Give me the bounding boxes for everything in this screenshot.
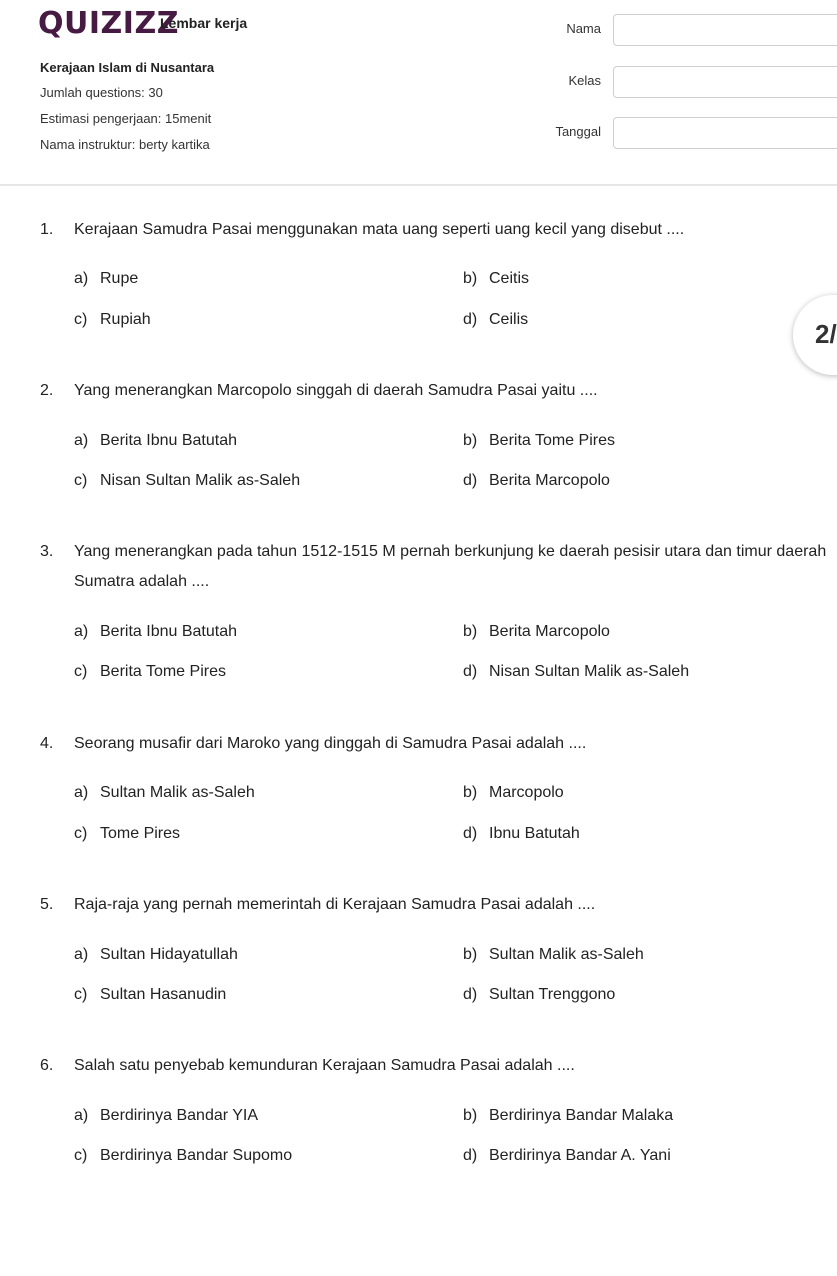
option-letter: c) xyxy=(74,825,88,842)
option-text: Berdirinya Bandar Supomo xyxy=(100,1147,293,1164)
option-b[interactable] xyxy=(463,780,564,806)
date-field-label: Tanggal xyxy=(555,124,601,139)
option-a[interactable] xyxy=(74,780,255,806)
question-text: Yang menerangkan pada tahun 1512-1515 M pernah berkunjung ke daerah pesisir utara dan timur daerah Sumatra adalah .... xyxy=(74,543,827,590)
question-text: Raja-raja yang pernah memerintah di Kerajaan Samudra Pasai adalah .... xyxy=(74,896,596,913)
option-letter: b) xyxy=(463,623,478,640)
option-letter: d) xyxy=(463,825,478,842)
question-text: Yang menerangkan Marcopolo singgah di daerah Samudra Pasai yaitu .... xyxy=(74,382,598,399)
option-b[interactable] xyxy=(463,428,615,454)
option-letter: d) xyxy=(463,472,478,489)
option-text: Berita Tome Pires xyxy=(100,663,226,680)
option-b[interactable] xyxy=(463,619,610,645)
option-letter: c) xyxy=(74,472,88,489)
option-text: Ceilis xyxy=(489,311,529,328)
option-c[interactable] xyxy=(74,982,226,1008)
option-text: Ceitis xyxy=(489,270,530,287)
option-c[interactable] xyxy=(74,1143,292,1169)
option-text: Berdirinya Bandar YIA xyxy=(100,1107,259,1124)
option-d[interactable] xyxy=(463,468,610,494)
option-d[interactable] xyxy=(463,982,615,1008)
option-text: Berita Marcopolo xyxy=(489,623,610,640)
option-text: Berdirinya Bandar Malaka xyxy=(489,1107,674,1124)
questions-count: Jumlah questions: 30 xyxy=(40,85,163,100)
option-d[interactable] xyxy=(463,821,580,847)
question-number: 2. xyxy=(40,382,54,399)
name-field[interactable] xyxy=(613,14,837,46)
option-d[interactable] xyxy=(463,659,689,685)
option-c[interactable] xyxy=(74,307,151,333)
option-text: Sultan Malik as-Saleh xyxy=(489,946,644,963)
quizizz-logo: QUIZIZZ xyxy=(38,6,179,41)
option-c[interactable] xyxy=(74,821,180,847)
option-letter: c) xyxy=(74,663,88,680)
option-text: Berita Ibnu Batutah xyxy=(100,432,237,449)
option-d[interactable] xyxy=(463,307,528,333)
instructor-name: Nama instruktur: berty kartika xyxy=(40,137,210,152)
question-text: Kerajaan Samudra Pasai menggunakan mata uang seperti uang kecil yang disebut .... xyxy=(74,221,685,238)
option-text: Ibnu Batutah xyxy=(489,825,580,842)
option-letter: d) xyxy=(463,311,478,328)
option-text: Berita Ibnu Batutah xyxy=(100,623,237,640)
option-c[interactable] xyxy=(74,468,300,494)
option-letter: a) xyxy=(74,784,89,801)
class-field-label: Kelas xyxy=(568,73,601,88)
question-text: Seorang musafir dari Maroko yang dinggah di Samudra Pasai adalah .... xyxy=(74,735,587,752)
option-text: Tome Pires xyxy=(100,825,181,842)
option-a[interactable] xyxy=(74,428,237,454)
option-text: Rupe xyxy=(100,270,139,287)
option-text: Sultan Hasanudin xyxy=(100,986,227,1003)
option-letter: a) xyxy=(74,1107,89,1124)
question-number: 5. xyxy=(40,896,54,913)
question-text: Salah satu penyebab kemunduran Kerajaan Samudra Pasai adalah .... xyxy=(74,1057,575,1074)
option-a[interactable] xyxy=(74,266,138,292)
option-c[interactable] xyxy=(74,659,226,685)
question-number: 1. xyxy=(40,221,54,238)
option-letter: d) xyxy=(463,986,478,1003)
name-field-label: Nama xyxy=(566,21,601,36)
option-text: Sultan Trenggono xyxy=(489,986,616,1003)
option-text: Berdirinya Bandar A. Yani xyxy=(489,1147,671,1164)
option-text: Berita Marcopolo xyxy=(489,472,610,489)
option-letter: a) xyxy=(74,432,89,449)
option-letter: d) xyxy=(463,1147,478,1164)
option-letter: a) xyxy=(74,946,89,963)
option-text: Sultan Malik as-Saleh xyxy=(100,784,255,801)
option-letter: a) xyxy=(74,270,89,287)
option-b[interactable] xyxy=(463,942,644,968)
option-text: Berita Tome Pires xyxy=(489,432,615,449)
option-d[interactable] xyxy=(463,1143,671,1169)
question-number: 6. xyxy=(40,1057,54,1074)
option-text: Marcopolo xyxy=(489,784,564,801)
option-text: Sultan Hidayatullah xyxy=(100,946,238,963)
quiz-title: Kerajaan Islam di Nusantara xyxy=(40,60,215,75)
option-a[interactable] xyxy=(74,619,237,645)
option-text: Nisan Sultan Malik as-Saleh xyxy=(489,663,690,680)
date-field[interactable] xyxy=(613,117,837,149)
option-letter: a) xyxy=(74,623,89,640)
class-field[interactable] xyxy=(613,66,837,98)
option-letter: b) xyxy=(463,1107,478,1124)
option-b[interactable] xyxy=(463,1103,673,1129)
question-number: 4. xyxy=(40,735,54,752)
option-b[interactable] xyxy=(463,266,529,292)
option-letter: c) xyxy=(74,311,88,328)
option-a[interactable] xyxy=(74,1103,258,1129)
option-text: Nisan Sultan Malik as-Saleh xyxy=(100,472,301,489)
sheet-label: Lembar kerja xyxy=(160,15,248,31)
option-text: Rupiah xyxy=(100,311,151,328)
option-letter: b) xyxy=(463,270,478,287)
question-number: 3. xyxy=(40,543,54,560)
worksheet-header xyxy=(0,0,837,186)
page-indicator-label: 2/ xyxy=(815,319,837,349)
estimated-duration: Estimasi pengerjaan: 15menit xyxy=(40,111,212,126)
option-letter: c) xyxy=(74,1147,88,1164)
option-letter: b) xyxy=(463,784,478,801)
option-letter: b) xyxy=(463,946,478,963)
option-letter: c) xyxy=(74,986,88,1003)
option-a[interactable] xyxy=(74,942,238,968)
option-letter: b) xyxy=(463,432,478,449)
page-indicator[interactable] xyxy=(793,295,837,375)
option-letter: d) xyxy=(463,663,478,680)
